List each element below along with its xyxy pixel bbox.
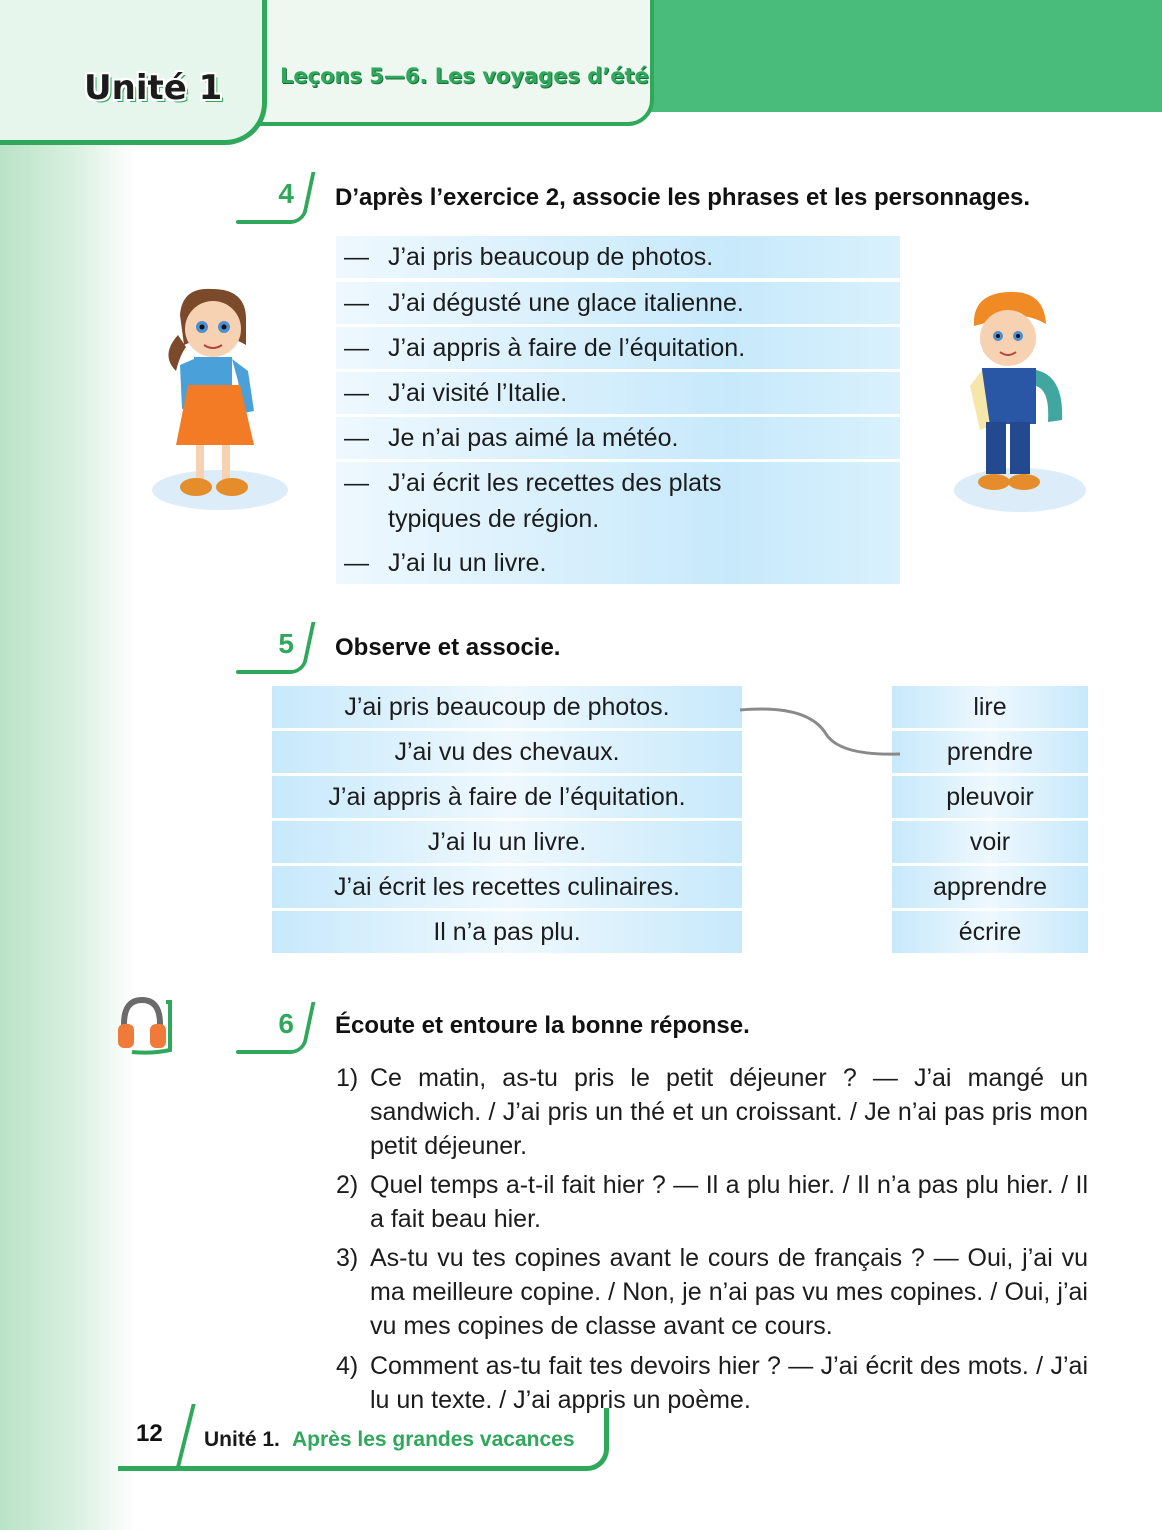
exercise-4-title: D’après l’exercice 2, associe les phrases et les personnages. xyxy=(335,184,1031,211)
ex6-question: 2) Quel temps a-t-il fait hier ? — Il a plu hier. / Il n’a pas plu hier. / Il a fait beau hier. xyxy=(336,1171,1088,1233)
ex5-right-item: écrire xyxy=(892,911,1088,953)
ex5-left-item: J’ai pris beaucoup de photos. xyxy=(272,686,742,728)
ex5-right-item: pleuvoir xyxy=(892,776,1088,818)
ex5-left-item: J’ai appris à faire de l’équitation. xyxy=(272,776,742,818)
ex5-left-item: J’ai lu un livre. xyxy=(272,821,742,863)
girl-illustration xyxy=(150,285,290,515)
unit-title: Unité 1 xyxy=(84,68,223,108)
ex5-left-item: J’ai vu des chevaux. xyxy=(272,731,742,773)
ex4-sentence-row: — Je n’ai pas aimé la météo. xyxy=(336,417,900,459)
ex6-question: 4) Comment as-tu fait tes devoirs hier ? — J’ai écrit des mots. / J’ai lu un texte. / J’ai appris un poème. xyxy=(336,1352,1088,1414)
ex6-question: 1) Ce matin, as-tu pris le petit déjeuner ? — J’ai mangé un sandwich. / J’ai pris un thé et un croissant. / Je n’ai pas pris mon petit déjeuner. xyxy=(336,1064,1088,1160)
ex4-sentence-row: — J’ai dégusté une glace italienne. xyxy=(336,282,900,324)
exercise-6-title: Écoute et entoure la bonne réponse. xyxy=(335,1012,750,1039)
lesson-title: Leçons 5—6. Les voyages d’été xyxy=(280,64,649,88)
match-line xyxy=(738,700,902,762)
ex6-question: 3) As-tu vu tes copines avant le cours de français ? — Oui, j’ai vu ma meilleure copine. / Non, je n’ai pas vu mes copines. / Oui, j’ai vu mes copines de classe avant ce cours. xyxy=(336,1244,1088,1340)
footer-title: Après les grandes vacances xyxy=(292,1428,575,1451)
header-green-band xyxy=(640,0,1162,112)
boy-illustration xyxy=(952,290,1092,520)
ex4-sentence-row: — J’ai visité l’Italie. xyxy=(336,372,900,414)
page-number: 12 xyxy=(136,1420,163,1447)
ex4-sentence-row: — J’ai lu un livre. xyxy=(336,542,900,584)
exercise-5-number: 5 xyxy=(248,628,294,670)
ex4-sentence-row: — J’ai appris à faire de l’équitation. xyxy=(336,327,900,369)
ex5-left-item: J’ai écrit les recettes culinaires. xyxy=(272,866,742,908)
ex4-sentence-row: — J’ai pris beaucoup de photos. xyxy=(336,236,900,278)
left-gradient-band xyxy=(0,140,135,1530)
ex4-sentence-row: — J’ai écrit les recettes des plats typiques de région. xyxy=(336,462,900,548)
ex5-left-item: Il n’a pas plu. xyxy=(272,911,742,953)
ex5-right-item: prendre xyxy=(892,731,1088,773)
footer-unit-label: Unité 1. xyxy=(204,1428,280,1451)
ex5-right-item: voir xyxy=(892,821,1088,863)
lesson-tab xyxy=(250,0,654,126)
ex5-right-item: lire xyxy=(892,686,1088,728)
exercise-5-title: Observe et associe. xyxy=(335,634,561,661)
exercise-4-number: 4 xyxy=(248,178,294,220)
headphones-icon xyxy=(112,994,174,1056)
ex5-right-item: apprendre xyxy=(892,866,1088,908)
exercise-6-number: 6 xyxy=(248,1008,294,1050)
